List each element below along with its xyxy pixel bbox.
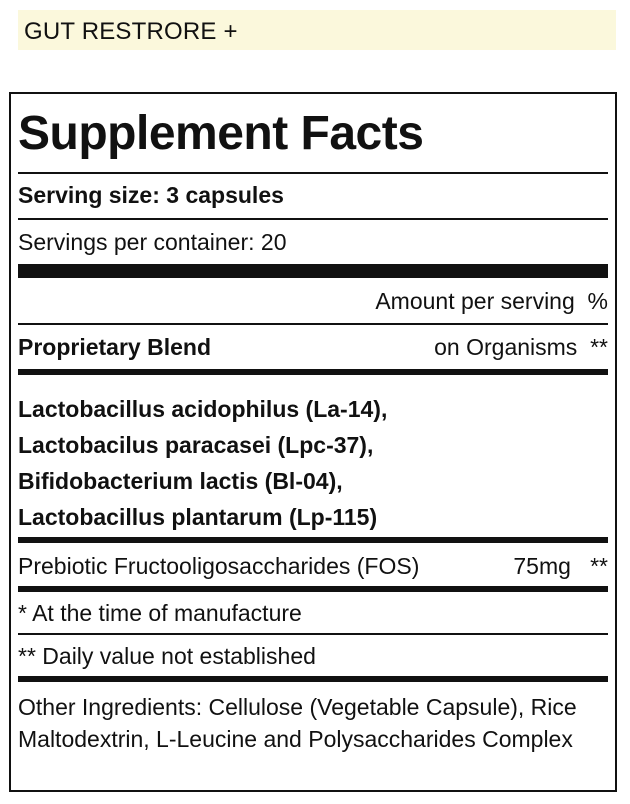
prebiotic-amount: 75mg	[513, 553, 571, 579]
blend-name: Proprietary Blend	[18, 334, 211, 360]
product-name-bar	[18, 10, 616, 50]
ingredient-item: Lactobacilus paracasei (Lpc-37),	[18, 432, 374, 458]
medium-divider	[18, 676, 608, 682]
divider	[18, 633, 608, 635]
product-name: GUT RESTRORE +	[24, 18, 238, 45]
medium-divider	[18, 537, 608, 543]
divider	[18, 323, 608, 325]
prebiotic-row	[18, 553, 608, 580]
blend-amount: on Organisms	[434, 334, 578, 360]
ingredient-item: Bifidobacterium lactis (Bl-04),	[18, 468, 343, 494]
footnote-daily-value: ** Daily value not established	[18, 643, 316, 669]
blend-ingredients	[18, 391, 608, 535]
amount-header-row	[18, 288, 608, 315]
ingredient-item: Lactobacillus plantarum (Lp-115)	[18, 504, 378, 530]
prebiotic-name: Prebiotic Fructooligosaccharides (FOS)	[18, 553, 420, 579]
footnote-manufacture: * At the time of manufacture	[18, 600, 302, 626]
ingredient-item: Lactobacillus acidophilus (La-14),	[18, 396, 388, 422]
prebiotic-dv: **	[590, 553, 608, 579]
servings-per-container: Servings per container: 20	[18, 229, 287, 255]
divider	[18, 218, 608, 220]
blend-row	[18, 334, 608, 361]
medium-divider	[18, 369, 608, 375]
other-ingredients: Other Ingredients: Cellulose (Vegetable Capsule), Rice Maltodextrin, L-Leucine and Polysaccharides Complex	[18, 694, 577, 752]
serving-size: Serving size: 3 capsules	[18, 182, 284, 208]
supplement-facts-panel	[9, 92, 617, 792]
facts-title: Supplement Facts	[18, 107, 424, 160]
medium-divider	[18, 586, 608, 592]
divider	[18, 172, 608, 174]
amount-per-serving-header: Amount per serving	[375, 288, 575, 314]
percent-header: %	[587, 288, 608, 314]
blend-dv: **	[590, 334, 608, 360]
thick-divider	[18, 264, 608, 278]
